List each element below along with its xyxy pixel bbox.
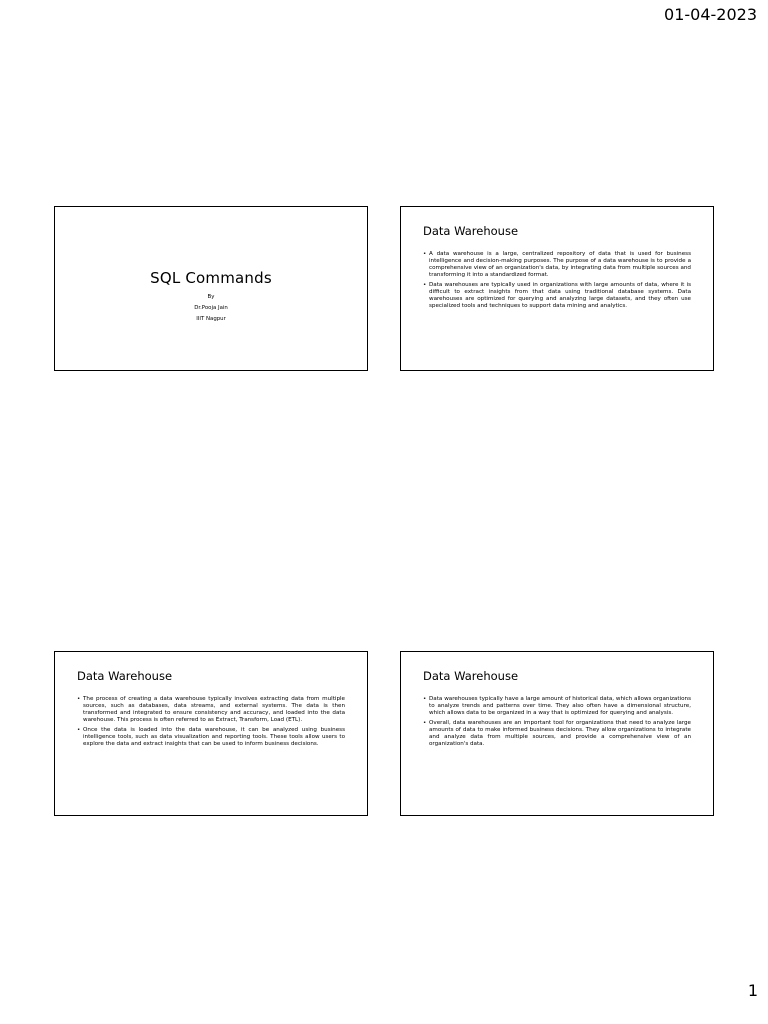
page-number: 1: [747, 981, 758, 1000]
bullet-item: • Data warehouses are typically used in organizations with large amounts of data, where it is difficult to extract insights from that data using traditional database systems. Data warehouses are optimized for querying and analyzing large datasets, and they often use specialized tools and techniques to support data mining and analytics.: [423, 282, 691, 310]
handout-date: 01-04-2023: [664, 5, 757, 24]
bullet-item: • Data warehouses typically have a large amount of historical data, which allows organizations to analyze trends and patterns over time. They also often have a dimensional structure, which allows data to be organized in a way that is optimized for querying and analysis.: [423, 696, 691, 717]
slide-thumbnail-3: [54, 651, 368, 816]
slide-subtitle-by: By: [207, 294, 215, 300]
slide-heading: Data Warehouse: [423, 224, 519, 238]
bullet-item: • Overall, data warehouses are an important tool for organizations that need to analyze large amounts of data to make informed business decisions. They allow organizations to integrate and analyze data from multiple sources, and provide a comprehensive view of an organization's data.: [423, 720, 691, 748]
slide-subtitle-institute: IIIT Nagpur: [196, 316, 226, 322]
bullet-list: [423, 251, 691, 313]
slide-heading: Data Warehouse: [77, 669, 173, 683]
slide-title: SQL Commands: [150, 269, 272, 287]
bullet-list: [77, 696, 345, 751]
slide-heading: Data Warehouse: [423, 669, 519, 683]
bullet-item: • The process of creating a data warehouse typically involves extracting data from multiple sources, such as databases, data streams, and external systems. The data is then transformed and integrated to ensure consistency and accuracy, and loaded into the data warehouse. This process is often referred to as Extract, Transform, Load (ETL).: [77, 696, 345, 724]
bullet-item: • Once the data is loaded into the data warehouse, it can be analyzed using business intelligence tools, such as data visualization and reporting tools. These tools allow users to explore the data and extract insights that can be used to inform business decisions.: [77, 727, 345, 748]
slide-subtitle-author: Dr.Pooja Jain: [194, 305, 228, 311]
slide-thumbnail-1: [54, 206, 368, 371]
bullet-list: [423, 696, 691, 751]
slide-thumbnail-2: [400, 206, 714, 371]
slide-thumbnail-4: [400, 651, 714, 816]
bullet-item: • A data warehouse is a large, centralized repository of data that is used for business intelligence and decision-making purposes. The purpose of a data warehouse is to provide a comprehensive view of an organization's data, by integrating data from multiple sources and transforming it into a standardized format.: [423, 251, 691, 279]
